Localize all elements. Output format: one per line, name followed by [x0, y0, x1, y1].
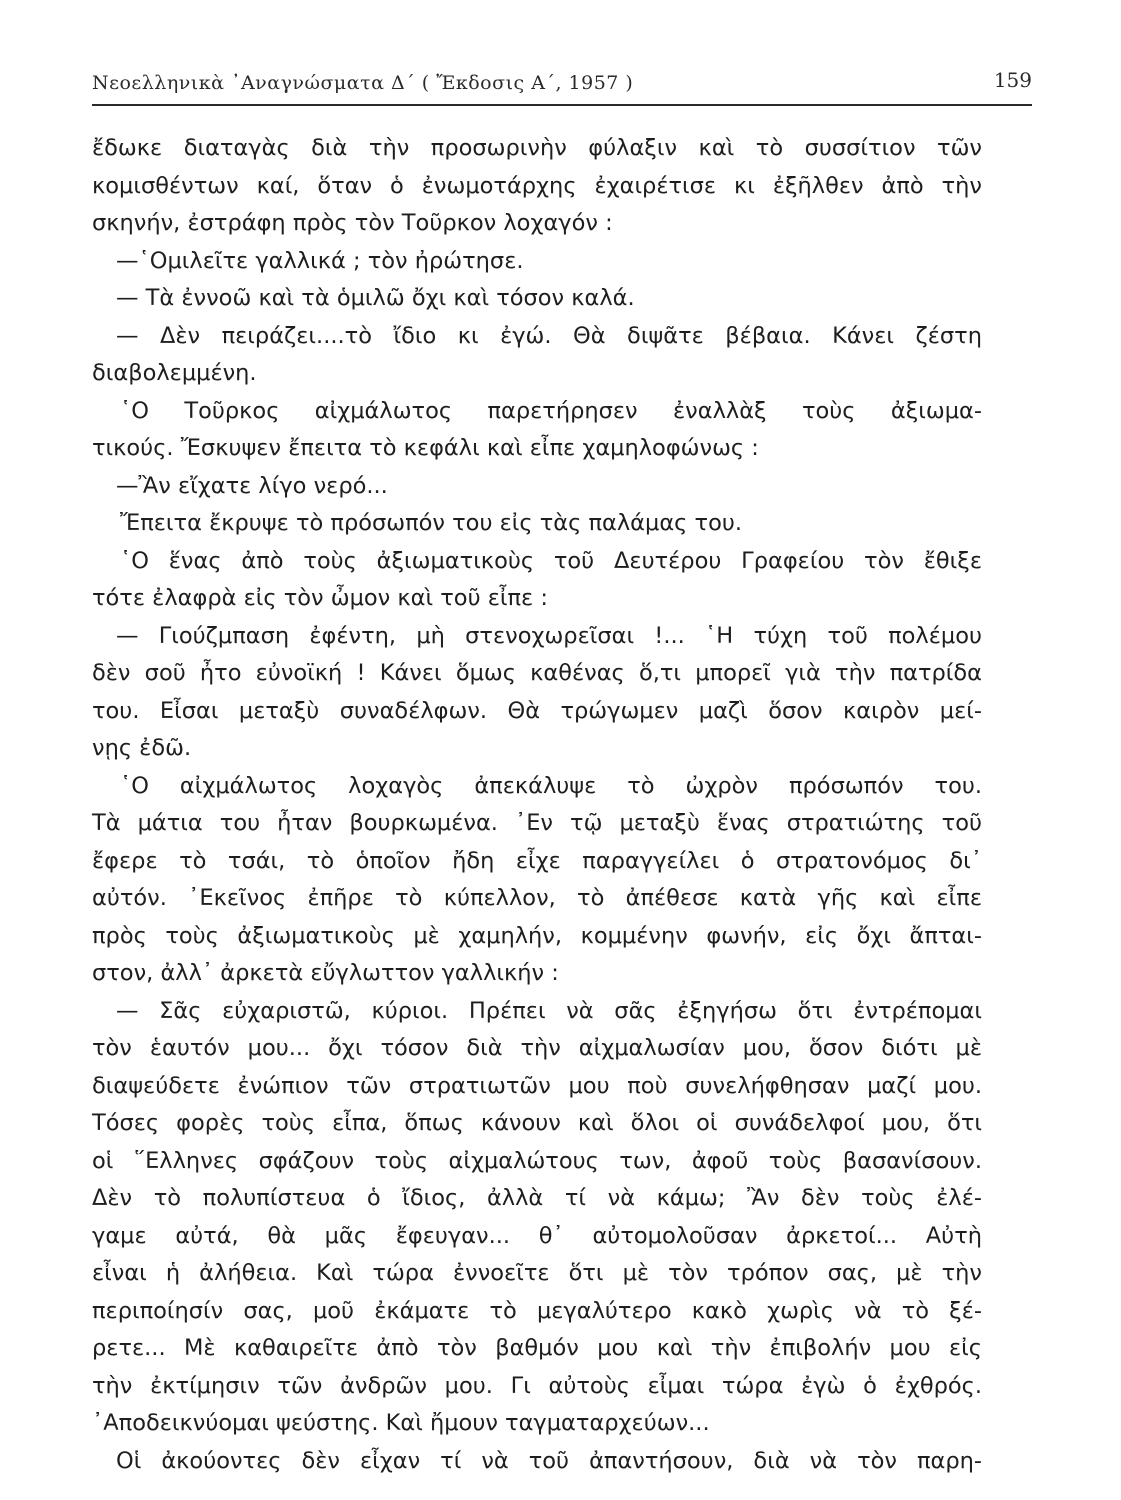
running-title: Νεοελληνικὰ ᾿Αναγνώσματα Δ΄ ( Ἔκδοσις Α΄, 1957 )	[92, 72, 634, 94]
text-line-27: Τόσες φορὲς τοὺς εἶπα, ὅπως κάνουν καὶ ὅλοι οἱ συνάδελφοί μου, ὅτι	[92, 1110, 982, 1136]
running-head	[92, 68, 1032, 104]
text-line-34: τὴν ἐκτίμησιν τῶν ἀνδρῶν μου. Γι αὐτοὺς εἶμαι τώρα ἐγὼ ὁ ἐχθρός.	[92, 1372, 982, 1399]
text-line-11: Ἔπειτα ἔκρυψε τὸ πρόσωπόν του εἰς τὰς παλάμας του.	[120, 510, 743, 536]
text-line-13: τότε ἐλαφρὰ εἰς τὸν ὦμον καὶ τοῦ εἶπε :	[92, 585, 548, 611]
text-line-19: Τὰ μάτια του ἦταν βουρκωμένα. ᾿Εν τῷ μεταξὺ ἕνας στρατιώτης τοῦ	[92, 810, 982, 836]
page-number: 159	[993, 68, 1032, 92]
text-line-35: ᾿Αποδεικνύομαι ψεύστης. Καὶ ἤμουν ταγματαρχεύων...	[92, 1410, 710, 1436]
text-line-10: —Ἂν εἴχατε λίγο νερό...	[116, 472, 388, 499]
text-line-7: διαβολεμμένη.	[92, 360, 257, 386]
text-line-3: σκηνήν, ἐστράφη πρὸς τὸν Τοῦρκον λοχαγόν :	[92, 210, 613, 236]
text-line-23: στον, ἀλλ᾿ ἀρκετὰ εὔγλωττον γαλλικήν :	[92, 960, 559, 986]
text-line-31: εἶναι ἡ ἀλήθεια. Καὶ τώρα ἐννοεῖτε ὅτι μὲ τὸν τρόπον σας, μὲ τὴν	[92, 1260, 982, 1286]
text-line-25: τὸν ἑαυτόν μου... ὄχι τόσον διὰ τὴν αἰχμαλωσίαν μου, ὅσον διότι μὲ	[92, 1035, 982, 1061]
text-line-17: νῃς ἐδῶ.	[92, 735, 192, 761]
text-line-8: ῾Ο Τοῦρκος αἰχμάλωτος παρετήρησεν ἐναλλὰξ τοὺς ἀξιωμα-	[120, 397, 982, 424]
text-line-22: πρὸς τοὺς ἀξιωματικοὺς μὲ χαμηλήν, κομμένην φωνήν, εἰς ὄχι ἄπται-	[92, 922, 982, 949]
text-line-21: αὐτόν. ᾿Εκεῖνος ἐπῆρε τὸ κύπελλον, τὸ ἀπέθεσε κατὰ γῆς καὶ εἶπε	[92, 885, 982, 911]
header-rule	[92, 104, 1032, 106]
text-line-29: Δὲν τὸ πολυπίστευα ὁ ἴδιος, ἀλλὰ τί νὰ κάμω; Ἂν δὲν τοὺς ἐλέ-	[92, 1185, 982, 1211]
text-line-33: ρετε... Μὲ καθαιρεῖτε ἀπὸ τὸν βαθμόν μου καὶ τὴν ἐπιβολήν μου εἰς	[92, 1335, 982, 1361]
text-line-26: διαψεύδετε ἐνώπιον τῶν στρατιωτῶν μου ποὺ συνελήφθησαν μαζί μου.	[92, 1072, 982, 1099]
text-line-14: — Γιούζμπαση ἐφέντη, μὴ στενοχωρεῖσαι !... ῾Η τύχη τοῦ πολέμου	[116, 622, 982, 649]
text-line-2: κομισθέντων καί, ὅταν ὁ ἐνωμοτάρχης ἐχαιρέτισε κι ἐξῆλθεν ἀπὸ τὴν	[92, 172, 982, 199]
text-line-36: Οἱ ἀκούοντες δὲν εἶχαν τί νὰ τοῦ ἀπαντήσουν, διὰ νὰ τὸν παρη-	[116, 1447, 982, 1474]
text-line-6: — Δὲν πειράζει....τὸ ἴδιο κι ἐγώ. Θὰ διψᾶτε βέβαια. Κάνει ζέστη	[116, 322, 982, 349]
text-line-15: δὲν σοῦ ἦτο εὐνοϊκή ! Κάνει ὅμως καθένας ὅ,τι μπορεῖ γιὰ τὴν πατρίδα	[92, 660, 982, 686]
text-line-18: ῾Ο αἰχμάλωτος λοχαγὸς ἀπεκάλυψε τὸ ὠχρὸν πρόσωπόν του.	[120, 772, 982, 799]
text-line-28: οἱ ῞Ελληνες σφάζουν τοὺς αἰχμαλώτους των, ἀφοῦ τοὺς βασανίσουν.	[92, 1147, 982, 1174]
text-line-24: — Σᾶς εὐχαριστῶ, κύριοι. Πρέπει νὰ σᾶς ἐξηγήσω ὅτι ἐντρέπομαι	[116, 997, 982, 1024]
text-line-30: γαμε αὐτά, θὰ μᾶς ἔφευγαν... θ᾿ αὐτομολοῦσαν ἀρκετοί... Αὐτὴ	[92, 1222, 982, 1249]
text-line-32: περιποίησίν σας, μοῦ ἐκάματε τὸ μεγαλύτερο κακὸ χωρὶς νὰ τὸ ξέ-	[92, 1297, 982, 1324]
text-line-4: —῾Ομιλεῖτε γαλλικά ; τὸν ἠρώτησε.	[116, 247, 524, 274]
text-line-9: τικούς. Ἔσκυψεν ἔπειτα τὸ κεφάλι καὶ εἶπε χαμηλοφώνως :	[92, 435, 759, 461]
text-line-16: του. Εἶσαι μεταξὺ συναδέλφων. Θὰ τρώγωμεν μαζὶ ὅσον καιρὸν μεί-	[92, 697, 982, 724]
text-line-1: ἔδωκε διαταγὰς διὰ τὴν προσωρινὴν φύλαξιν καὶ τὸ συσσίτιον τῶν	[92, 135, 982, 161]
text-line-20: ἔφερε τὸ τσάι, τὸ ὁποῖον ἤδη εἶχε παραγγείλει ὁ στρατονόμος δι᾿	[92, 847, 982, 874]
text-line-12: ῾Ο ἕνας ἀπὸ τοὺς ἀξιωματικοὺς τοῦ Δευτέρου Γραφείου τὸν ἔθιξε	[120, 547, 982, 574]
body-text	[92, 130, 982, 1480]
text-line-5: — Τὰ ἐννοῶ καὶ τὰ ὁμιλῶ ὄχι καὶ τόσον καλά.	[116, 285, 635, 311]
